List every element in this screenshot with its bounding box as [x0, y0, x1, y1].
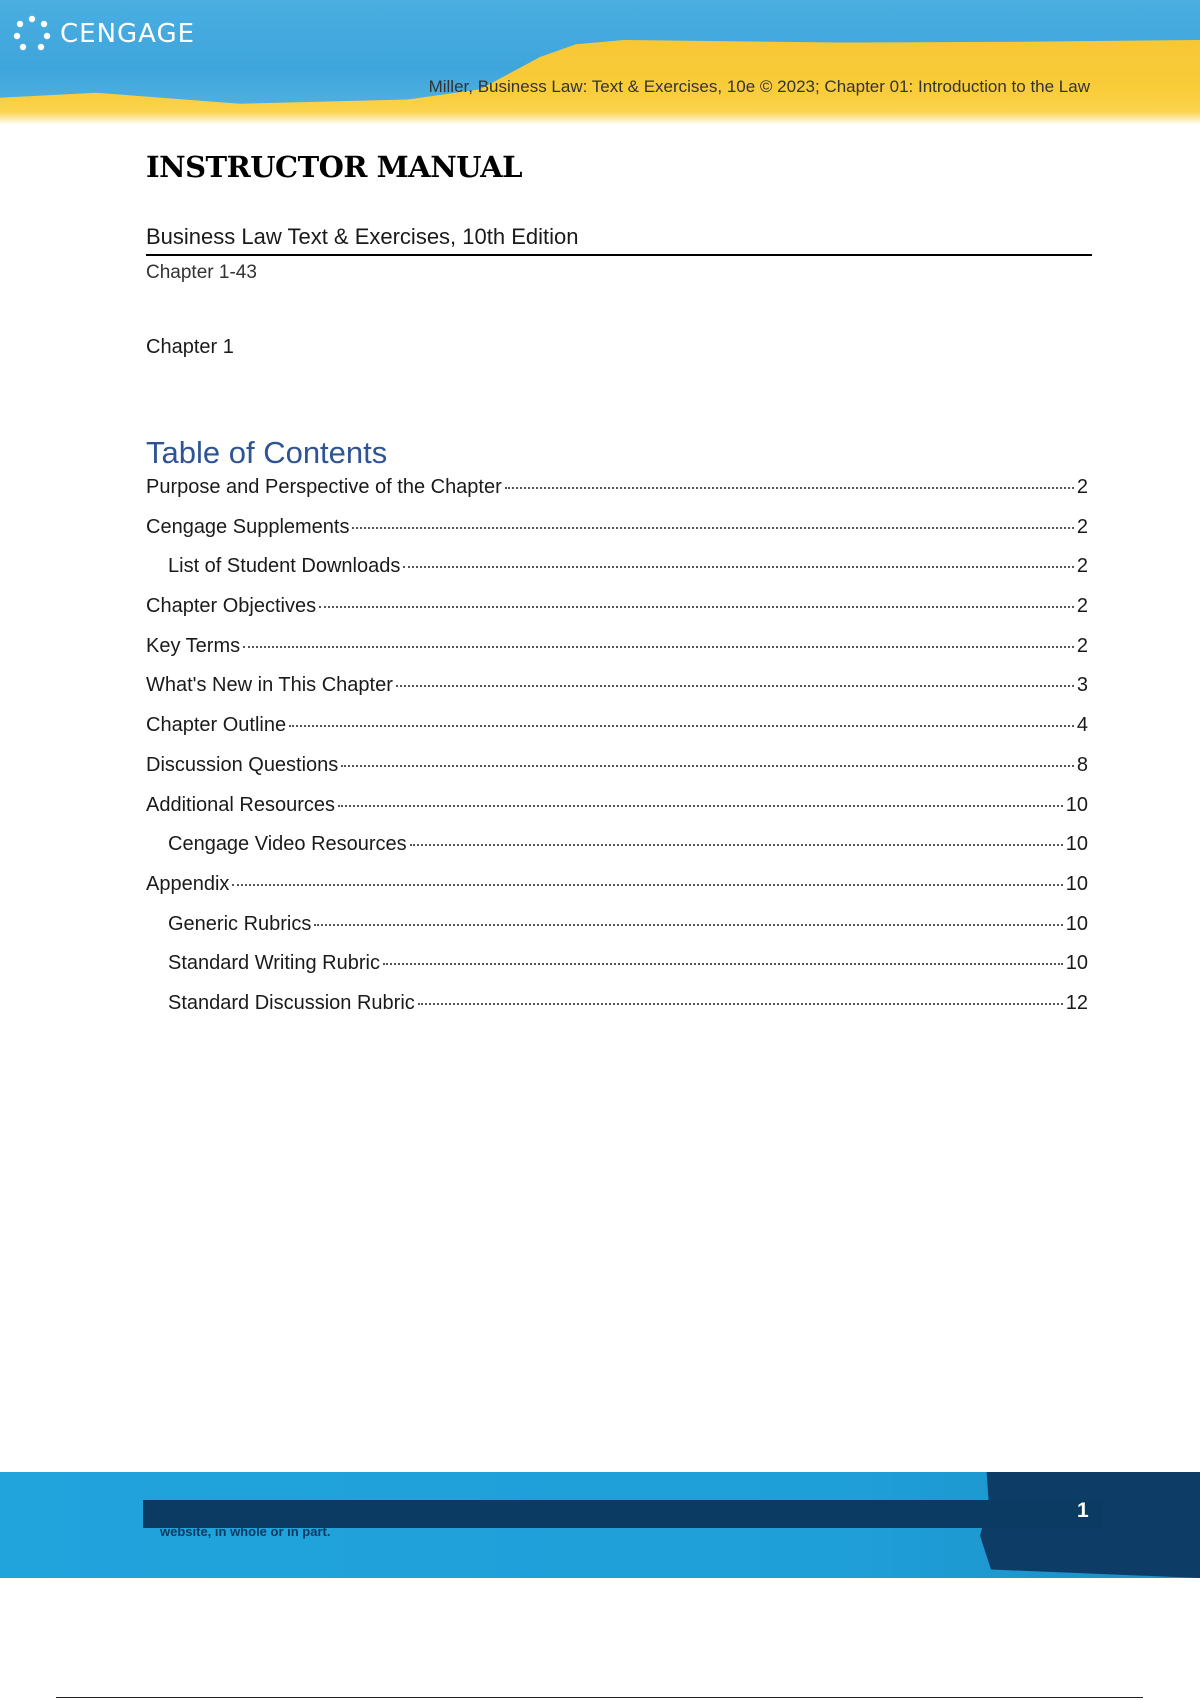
- toc-entry[interactable]: [146, 992, 1088, 1032]
- toc-entry-label: Cengage Video Resources: [168, 833, 407, 856]
- toc-entry[interactable]: [146, 913, 1088, 953]
- toc-dot-leader: [410, 844, 1063, 846]
- toc-entry[interactable]: [146, 714, 1088, 754]
- table-of-contents: [146, 476, 1088, 1032]
- toc-heading: Table of Contents: [146, 435, 388, 470]
- book-title: Business Law Text & Exercises, 10th Edition: [146, 224, 579, 249]
- toc-entry-label: Key Terms: [146, 634, 241, 657]
- toc-entry-label: Standard Discussion Rubric: [168, 991, 415, 1014]
- toc-entry[interactable]: [146, 516, 1088, 556]
- toc-entry-label: Purpose and Perspective of the Chapter: [146, 476, 502, 498]
- toc-entry-page: 12: [1065, 991, 1088, 1014]
- toc-entry-label: Discussion Questions: [146, 753, 339, 776]
- toc-entry-label: Generic Rubrics: [168, 912, 312, 935]
- toc-entry-label: List of Student Downloads: [168, 555, 401, 578]
- toc-entry[interactable]: [146, 833, 1088, 873]
- toc-entry[interactable]: [146, 754, 1088, 794]
- toc-entry-page: 8: [1076, 753, 1088, 776]
- toc-entry[interactable]: [146, 674, 1088, 714]
- toc-entry-label: What's New in This Chapter: [146, 674, 393, 697]
- document-body: [146, 150, 1092, 1014]
- toc-entry-page: 2: [1076, 476, 1088, 498]
- toc-dot-leader: [338, 805, 1063, 807]
- chapter-label: Chapter 1: [146, 336, 234, 358]
- cengage-logo-icon: [12, 14, 52, 54]
- title-divider: [146, 254, 1092, 256]
- toc-entry[interactable]: [146, 476, 1088, 516]
- toc-dot-leader: [243, 646, 1074, 648]
- toc-entry-label: Appendix: [146, 872, 230, 895]
- toc-entry-page: 10: [1065, 872, 1088, 895]
- toc-entry-label: Additional Resources: [146, 793, 335, 816]
- toc-entry-page: 3: [1076, 674, 1088, 697]
- toc-entry[interactable]: [146, 952, 1088, 992]
- toc-entry[interactable]: [146, 794, 1088, 834]
- toc-entry-page: 2: [1076, 634, 1088, 657]
- toc-dot-leader: [505, 487, 1074, 489]
- toc-entry[interactable]: [146, 555, 1088, 595]
- cengage-logo: [12, 14, 195, 54]
- toc-entry-page: 10: [1065, 833, 1088, 856]
- toc-entry-label: Chapter Objectives: [146, 595, 317, 618]
- toc-entry[interactable]: [146, 635, 1088, 675]
- page-number: 1: [1077, 1499, 1089, 1522]
- toc-entry-page: 2: [1076, 515, 1088, 538]
- chapter-range: Chapter 1-43: [146, 262, 257, 283]
- page-footer: [0, 1472, 1200, 1578]
- page-header: [0, 0, 1200, 125]
- toc-entry-page: 10: [1065, 952, 1088, 975]
- bottom-divider: [56, 1697, 1143, 1698]
- toc-dot-leader: [289, 725, 1074, 727]
- toc-entry-label: Chapter Outline: [146, 714, 287, 737]
- toc-entry-page: 10: [1065, 793, 1088, 816]
- footer-note: website, in whole or in part.: [160, 1524, 331, 1539]
- toc-entry[interactable]: [146, 595, 1088, 635]
- toc-dot-leader: [396, 685, 1074, 687]
- toc-entry-label: Standard Writing Rubric: [168, 952, 380, 975]
- toc-entry-label: Cengage Supplements: [146, 515, 350, 538]
- document-title: INSTRUCTOR MANUAL: [146, 150, 523, 184]
- toc-entry-page: 4: [1076, 714, 1088, 737]
- header-citation: Miller, Business Law: Text & Exercises, 10e © 2023; Chapter 01: Introduction to the Law: [428, 77, 1090, 96]
- toc-dot-leader: [403, 566, 1074, 568]
- toc-dot-leader: [352, 527, 1073, 529]
- toc-dot-leader: [418, 1003, 1063, 1005]
- brand-name: CENGAGE: [60, 19, 196, 49]
- header-fade: [0, 112, 1200, 125]
- toc-dot-leader: [232, 884, 1062, 886]
- toc-dot-leader: [314, 924, 1062, 926]
- toc-dot-leader: [383, 963, 1063, 965]
- toc-dot-leader: [341, 765, 1074, 767]
- toc-entry-page: 2: [1076, 595, 1088, 618]
- toc-entry-page: 2: [1076, 555, 1088, 578]
- toc-dot-leader: [319, 606, 1074, 608]
- toc-entry[interactable]: [146, 873, 1088, 913]
- toc-entry-page: 10: [1065, 912, 1088, 935]
